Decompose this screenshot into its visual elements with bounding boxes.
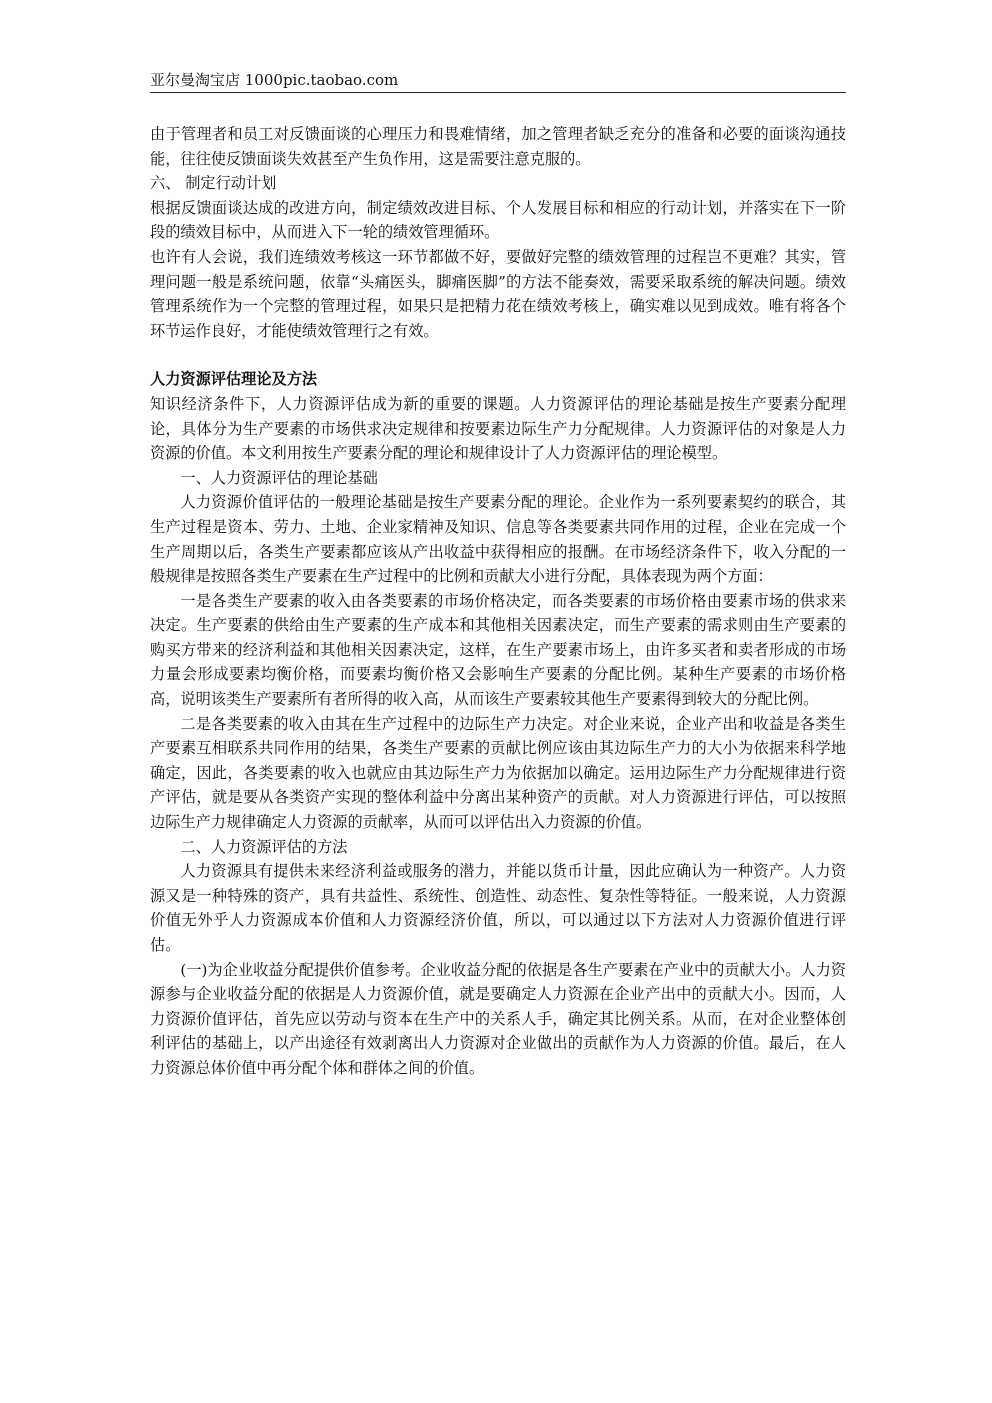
paragraph-feedback-note: 由于管理者和员工对反馈面谈的心理压力和畏难情绪，加之管理者缺乏充分的准备和必要的面谈沟通技能，往往使反馈面谈失效甚至产生负作用，这是需要注意克服的。	[150, 125, 846, 168]
paragraph-system-approach: 也许有人会说，我们连绩效考核这一环节都做不好，要做好完整的绩效管理的过程岂不更难？其实，管理问题一般是系统问题，依靠“头痛医头，脚痛医脚”的方法不能奏效，需要采取系统的解决问题。绩效管理系统作为一个完整的管理过程，如果只是把精力花在绩效考核上，确实难以见到成效。唯有将各个环节运作良好，才能使绩效管理行之有效。	[150, 247, 846, 340]
paragraph-first-aspect: 一是各类生产要素的收入由各类要素的市场价格决定，而各类要素的市场价格由要素市场的供求来决定。生产要素的供给由生产要素的生产成本和其他相关因素决定，而生产要素的需求则由生产要素的购买方带来的经济利益和其他相关因素决定，这样，在生产要素市场上，由许多买者和卖者形成的市场力量会形成要素均衡价格，而要素均衡价格又会影响生产要素的分配比例。某种生产要素的市场价格高，说明该类生产要素所有者所得的收入高，从而该生产要素较其他生产要素得到较大的分配比例。	[150, 591, 846, 709]
section-gap	[150, 343, 846, 367]
paragraph-action-plan: 根据反馈面谈达成的改进方向，制定绩效改进目标、个人发展目标和相应的行动计划，并落实在下一阶段的绩效目标中，从而进入下一轮的绩效管理循环。	[150, 198, 846, 242]
paragraph-theory-basis: 人力资源价值评估的一般理论基础是按生产要素分配的理论。企业作为一系列要素契约的联合，其生产过程是资本、劳力、土地、企业家精神及知识、信息等各类要素共同作用的过程，企业在完成一个生产周期以后，各类生产要素都应该从产出收益中获得相应的报酬。在市场经济条件下，收入分配的一般规律是按照各类生产要素在生产过程中的比例和贡献大小进行分配，具体表现为两个方面：	[150, 493, 846, 586]
heading-action-plan: 六、 制定行动计划	[150, 174, 277, 193]
heading-methods: 二、人力资源评估的方法	[180, 837, 348, 856]
paragraph-method-item-1: (一)为企业收益分配提供价值参考。企业收益分配的依据是各生产要素在产业中的贡献大小。人力资源参与企业收益分配的依据是人力资源价值，就是要确定人力资源在企业产出中的贡献大小。因而，人力资源价值评估，首先应以劳动与资本在生产中的关系人手，确定其比例关系。从而，在对企业整体创利评估的基础上，以产出途径有效剥离出人力资源对企业做出的贡献作为人力资源的价值。最后，在人力资源总体价值中再分配个体和群体之间的价值。	[150, 960, 846, 1077]
section-title: 人力资源评估理论及方法	[150, 370, 318, 389]
page-header: 亚尔曼淘宝店 1000pic.taobao.com	[150, 70, 846, 93]
paragraph-second-aspect: 二是各类要素的收入由其在生产过程中的边际生产力决定。对企业来说，企业产出和收益是各类生产要素互相联系共同作用的结果，各类生产要素的贡献比例应该由其边际生产力的大小为依据来科学地确定，因此，各类要素的收入也就应由其边际生产力为依据加以确定。运用边际生产力分配规律进行资产评估，就是要从各类资产实现的整体利益中分离出某种资产的贡献。对人力资源进行评估，可以按照边际生产力规律确定人力资源的贡献率，从而可以评估出入力资源的价值。	[150, 714, 846, 832]
heading-theory-basis: 一、人力资源评估的理论基础	[180, 468, 378, 487]
paragraph-methods: 人力资源具有提供未来经济利益或服务的潜力，并能以货币计量，因此应确认为一种资产。人力资源又是一种特殊的资产，具有共益性、系统性、创造性、动态性、复杂性等特征。一般来说，人力资源价值无外乎人力资源成本价值和人力资源经济价值，所以，可以通过以下方法对人力资源价值进行评估。	[150, 862, 846, 954]
document-body	[150, 122, 846, 1081]
paragraph-hr-intro: 知识经济条件下，人力资源评估成为新的重要的课题。人力资源评估的理论基础是按生产要素分配理论，具体分为生产要素的市场供求决定规律和按要素边际生产力分配规律。人力资源评估的对象是人力资源的价值。本文利用按生产要素分配的理论和规律设计了人力资源评估的理论模型。	[150, 394, 846, 463]
